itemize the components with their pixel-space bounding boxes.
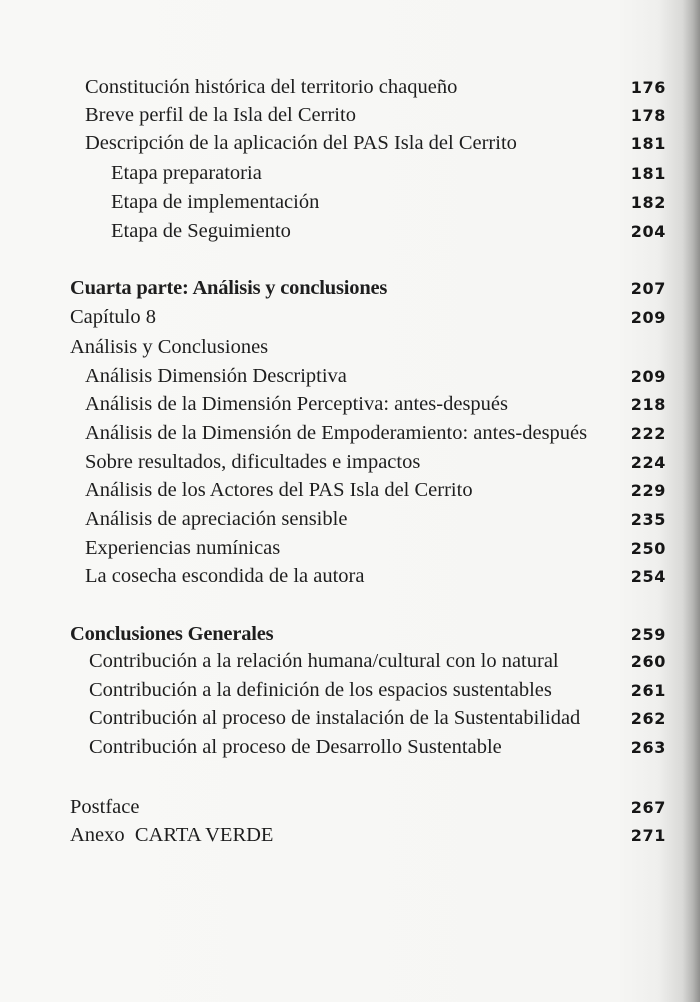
toc-chapter-title [0,333,700,362]
toc-entry-title: Contribución al proceso de Desarrollo Sustentable [89,736,502,758]
toc-part-heading [0,620,700,649]
toc-entry-page: 176 [630,78,666,97]
toc-entry [0,793,700,822]
toc-entry-page: 222 [630,424,666,443]
toc-entry [0,733,700,762]
toc-entry-page: 229 [630,481,666,500]
toc-entry [0,647,700,676]
toc-entry [0,676,700,705]
toc-entry-page: 235 [630,510,666,529]
toc-entry-page: 209 [630,308,666,327]
toc-entry-title: Análisis de apreciación sensible [85,508,348,530]
toc-entry [0,101,700,130]
toc-entry-page: 262 [630,709,666,728]
toc-entry-title: Sobre resultados, dificultades e impactos [85,451,421,473]
toc-entry-title: Postface [70,796,140,818]
toc-entry [0,505,700,534]
toc-entry-page: 267 [630,798,666,817]
toc-entry [0,476,700,505]
toc-entry [0,188,700,217]
toc-entry [0,362,700,391]
toc-entry-title: Breve perfil de la Isla del Cerrito [85,104,356,126]
toc-entry [0,704,700,733]
toc-entry-title: Anexo CARTA VERDE [70,824,274,846]
toc-entry [0,73,700,102]
toc-entry-title: Análisis de los Actores del PAS Isla del Cerrito [85,479,473,501]
toc-entry-page: 181 [630,164,666,183]
toc-entry-title: Constitución histórica del territorio chaqueño [85,76,458,98]
toc-entry-page: 224 [630,453,666,472]
toc-entry-title: Experiencias numínicas [85,537,281,559]
toc-entry-page: 259 [630,625,666,644]
toc-entry-title: Capítulo 8 [70,306,156,328]
toc-entry-title: Análisis Dimensión Descriptiva [85,365,347,387]
toc-entry-page: 254 [630,567,666,586]
toc-entry-title: Cuarta parte: Análisis y conclusiones [70,277,388,299]
toc-entry-title: La cosecha escondida de la autora [85,565,365,587]
toc-entry-page: 263 [630,738,666,757]
toc-entry-page: 204 [630,222,666,241]
toc-entry-page: 207 [630,279,666,298]
toc-part-heading [0,274,700,303]
toc-entry-title: Análisis y Conclusiones [70,336,269,358]
toc-entry-title: Descripción de la aplicación del PAS Isla del Cerrito [85,132,517,154]
toc-entry [0,534,700,563]
toc-entry [0,448,700,477]
toc-entry-title: Conclusiones Generales [70,623,274,645]
toc-entry [0,562,700,591]
toc-entry-title: Etapa preparatoria [111,162,262,184]
toc-entry [0,159,700,188]
toc-chapter [0,303,700,332]
toc-entry-page: 261 [630,681,666,700]
toc-entry [0,390,700,419]
toc-entry-title: Contribución a la relación humana/cultural con lo natural [89,650,559,672]
toc-entry-title: Etapa de implementación [111,191,320,213]
toc-entry [0,419,700,448]
toc-entry-page: 250 [630,539,666,558]
toc-entry-page: 182 [630,193,666,212]
toc-entry [0,821,700,850]
toc-entry-title: Análisis de la Dimensión de Empoderamiento: antes-después [85,422,588,444]
toc-entry-page: 260 [630,652,666,671]
toc-entry-title: Contribución al proceso de instalación de la Sustentabilidad [89,707,581,729]
toc-entry-page: 181 [630,134,666,153]
toc-entry-page: 209 [630,367,666,386]
toc-entry-title: Análisis de la Dimensión Perceptiva: antes-después [85,393,508,415]
toc-entry-page: 271 [630,826,666,845]
toc-entry-title: Contribución a la definición de los espacios sustentables [89,679,552,701]
toc-entry-page: 218 [630,395,666,414]
toc-entry-page: 178 [630,106,666,125]
toc-entry [0,129,700,158]
toc-entry-title: Etapa de Seguimiento [111,220,291,242]
toc-entry [0,217,700,246]
